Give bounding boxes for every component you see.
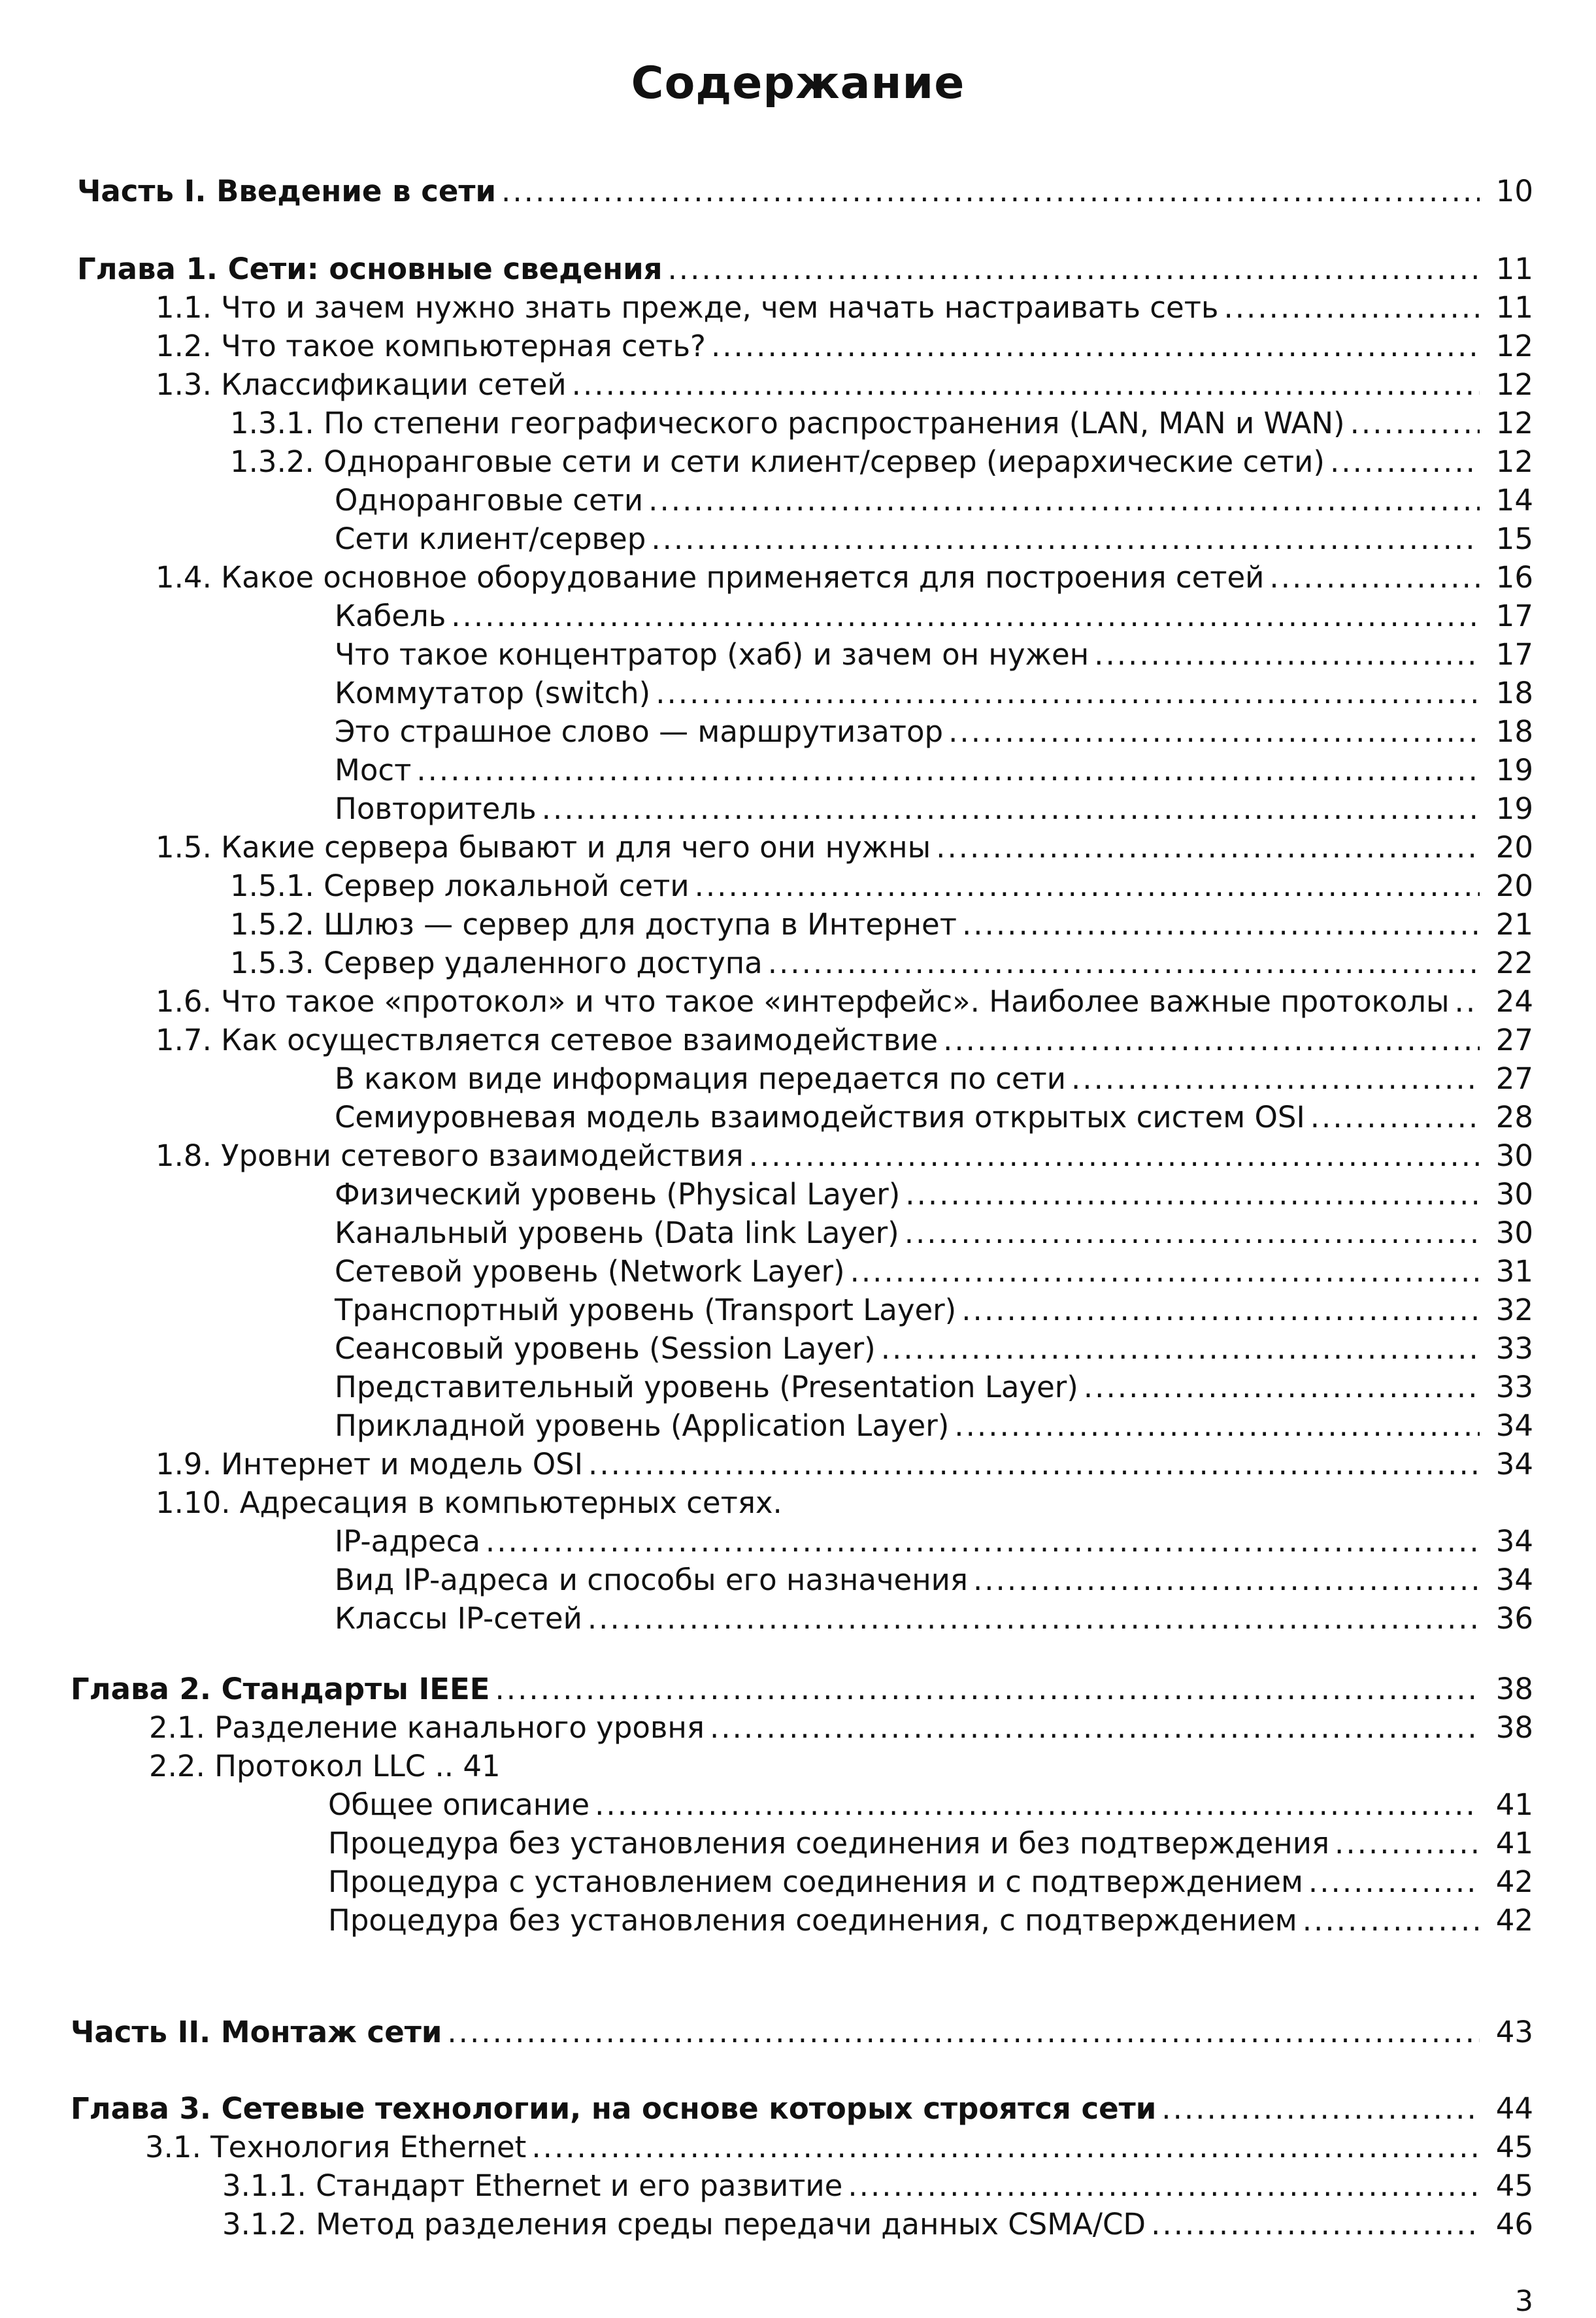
dot-leader (542, 789, 1480, 829)
dot-leader (451, 597, 1480, 636)
toc-entry-label: Вид IP-адреса и способы его назначения (335, 1563, 968, 1597)
toc-topic (335, 635, 1533, 674)
toc-entry-label: Семиуровневая модель взаимодействия открытых систем OSI (335, 1100, 1305, 1134)
toc-topic (335, 597, 1533, 636)
toc-page-number: 38 (1495, 1672, 1533, 1706)
toc-entry-label: 1.3.2. Одноранговые сети и сети клиент/сервер (иерархические сети) (230, 444, 1325, 479)
dot-leader (531, 2128, 1480, 2167)
toc-subsection (222, 2166, 1533, 2206)
toc-entry-label: Представительный уровень (Presentation Layer) (335, 1370, 1078, 1404)
toc-page-number: 31 (1495, 1254, 1533, 1289)
toc-subsection (230, 944, 1533, 983)
toc-entry-label: 1.5.1. Сервер локальной сети (230, 869, 690, 903)
dot-leader (943, 1021, 1480, 1060)
toc-topic (328, 1863, 1533, 1902)
toc-entry-label: 1.5. Какие сервера бывают и для чего они нужны (156, 830, 931, 865)
toc-entry-label: 1.5.3. Сервер удаленного доступа (230, 946, 763, 980)
toc-section (156, 1483, 1533, 1523)
toc-chapter-2 (71, 1670, 1533, 1709)
toc-entry-label: 1.2. Что такое компьютерная сеть? (156, 329, 706, 363)
toc-topic (335, 674, 1533, 713)
toc-entry-label: Это страшное слово — маршрутизатор (335, 714, 944, 749)
toc-entry-label: Повторитель (335, 791, 537, 826)
dot-leader (848, 2166, 1480, 2206)
dot-leader (962, 905, 1480, 944)
dot-leader (656, 674, 1480, 713)
toc-entry-label: Транспортный уровень (Transport Layer) (335, 1293, 957, 1327)
dot-leader (881, 1329, 1480, 1368)
toc-part-2 (71, 2013, 1533, 2052)
dot-leader (1335, 1824, 1480, 1863)
toc-section (156, 288, 1533, 327)
dot-leader (1094, 635, 1480, 674)
toc-page-number: 43 (1495, 2015, 1533, 2049)
dot-leader (595, 1785, 1480, 1825)
toc-topic (335, 1291, 1533, 1330)
dot-leader (1303, 1901, 1480, 1940)
toc-section (156, 828, 1533, 867)
dot-leader (850, 1252, 1480, 1291)
dot-leader (711, 327, 1480, 366)
toc-page-number: 17 (1495, 637, 1533, 672)
toc-entry-label: Одноранговые сети (335, 483, 644, 518)
toc-entry-label: 1.9. Интернет и модель OSI (156, 1447, 584, 1482)
toc-page-number: 17 (1495, 599, 1533, 633)
toc-page-number: 33 (1495, 1331, 1533, 1366)
toc-page-number: 33 (1495, 1370, 1533, 1404)
toc-page-number: 30 (1495, 1138, 1533, 1173)
toc-page-number: 42 (1495, 1903, 1533, 1938)
toc-section (156, 558, 1533, 597)
toc-entry-label: Часть I. Введение в сети (77, 174, 497, 208)
dot-leader (501, 172, 1480, 211)
toc-topic (328, 1901, 1533, 1940)
dot-leader (648, 481, 1480, 520)
toc-entry-label: Глава 2. Стандарты IEEE (71, 1672, 490, 1706)
toc-chapter-3 (71, 2089, 1533, 2128)
dot-leader (936, 828, 1480, 867)
toc-entry-label: 1.5.2. Шлюз — сервер для доступа в Интернет (230, 907, 957, 942)
toc-topic (335, 1329, 1533, 1368)
dot-leader (668, 250, 1480, 289)
dot-leader (1084, 1368, 1480, 1407)
toc-page-number: 27 (1495, 1061, 1533, 1096)
toc-entry-label: Глава 3. Сетевые технологии, на основе которых строятся сети (71, 2091, 1157, 2126)
dot-leader (1269, 558, 1480, 597)
toc-subsection (222, 2205, 1533, 2244)
toc-page-number: 34 (1495, 1563, 1533, 1597)
toc-entry-label: 1.4. Какое основное оборудование применяется для построения сетей (156, 560, 1265, 595)
dot-leader (749, 1136, 1480, 1176)
toc-page-number: 27 (1495, 1023, 1533, 1057)
toc-entry-label: 3.1.2. Метод разделения среды передачи данных CSMA/CD (222, 2207, 1146, 2242)
toc-subsection (230, 867, 1533, 906)
toc-topic (335, 1406, 1533, 1446)
toc-entry-label: 1.6. Что такое «протокол» и что такое «интерфейс». Наиболее важные протоколы (156, 984, 1450, 1019)
dot-leader (1223, 288, 1480, 327)
dot-leader (905, 1214, 1480, 1253)
toc-page-number: 20 (1495, 869, 1533, 903)
toc-entry-label: Кабель (335, 599, 446, 633)
toc-topic (335, 1368, 1533, 1407)
toc-page-number: 42 (1495, 1864, 1533, 1899)
dot-leader (954, 1406, 1480, 1446)
toc-entry-label: 1.3.1. По степени географического распространения (LAN, MAN и WAN) (230, 406, 1345, 440)
toc-section (149, 1747, 1533, 1786)
toc-topic (328, 1785, 1533, 1825)
dot-leader (973, 1561, 1480, 1600)
toc-topic (335, 1059, 1533, 1099)
toc-page-number: 16 (1495, 560, 1533, 595)
toc-entry-label: Часть II. Монтаж сети (71, 2015, 442, 2049)
toc-page-number: 45 (1495, 2168, 1533, 2203)
toc-page-number: 34 (1495, 1524, 1533, 1559)
toc-page-number: 38 (1495, 1710, 1533, 1745)
toc-entry-label: 1.3. Классификации сетей (156, 367, 567, 402)
dot-leader (1161, 2089, 1480, 2128)
toc-chapter-1 (77, 250, 1533, 289)
toc-page-number: 28 (1495, 1100, 1533, 1134)
toc-page-number: 22 (1495, 946, 1533, 980)
dot-leader (495, 1670, 1480, 1709)
dot-leader (710, 1708, 1480, 1747)
dot-leader (1350, 404, 1480, 443)
dot-leader (1308, 1863, 1480, 1902)
toc-entry-label: Коммутатор (switch) (335, 676, 651, 710)
toc-entry-label: В каком виде информация передается по сети (335, 1061, 1066, 1096)
toc-page-number: 11 (1495, 252, 1533, 286)
toc-topic (335, 1561, 1533, 1600)
toc-page-number: 12 (1495, 329, 1533, 363)
dot-leader (905, 1175, 1480, 1214)
toc-page-number: 10 (1495, 174, 1533, 208)
toc-entry-label: Глава 1. Сети: основные сведения (77, 252, 663, 286)
dot-leader (695, 867, 1480, 906)
dot-leader (1455, 982, 1480, 1021)
toc-section (145, 2128, 1533, 2167)
toc-topic (335, 1522, 1533, 1561)
toc-page-number: 12 (1495, 406, 1533, 440)
toc-entry-label: 1.7. Как осуществляется сетевое взаимодействие (156, 1023, 939, 1057)
toc-entry-label: Сети клиент/сервер (335, 522, 646, 556)
toc-page-number: 21 (1495, 907, 1533, 942)
toc-entry-label: 1.10. Адресация в компьютерных сетях. (156, 1485, 782, 1520)
toc-entry-label: Общее описание (328, 1787, 590, 1822)
dot-leader (416, 751, 1480, 790)
dot-leader (486, 1522, 1480, 1561)
toc-entry-label: 1.8. Уровни сетевого взаимодействия (156, 1138, 744, 1173)
toc-section (156, 1136, 1533, 1176)
toc-subsection (230, 905, 1533, 944)
toc-topic (335, 789, 1533, 829)
toc-section (149, 1708, 1533, 1747)
toc-entry-label: Процедура с установлением соединения и с подтверждением (328, 1864, 1303, 1899)
toc-page-number: 11 (1495, 290, 1533, 325)
toc-page-number: 12 (1495, 367, 1533, 402)
toc-topic (335, 520, 1533, 559)
toc-entry-label: Сеансовый уровень (Session Layer) (335, 1331, 876, 1366)
toc-page-number: 18 (1495, 714, 1533, 749)
toc-topic (335, 1098, 1533, 1137)
toc-topic (335, 1175, 1533, 1214)
dot-leader (1071, 1059, 1480, 1099)
toc-entry-label: 2.1. Разделение канального уровня (149, 1710, 705, 1745)
toc-page-number: 34 (1495, 1447, 1533, 1482)
toc-page-number: 36 (1495, 1601, 1533, 1636)
toc-section (156, 365, 1533, 405)
page-title: Содержание (631, 58, 965, 109)
toc-entry-label: Процедура без установления соединения, с подтверждением (328, 1903, 1297, 1938)
toc-section (156, 982, 1533, 1021)
toc-entry-label: 3.1.1. Стандарт Ethernet и его развитие (222, 2168, 843, 2203)
toc-entry-label: 3.1. Технология Ethernet (145, 2130, 527, 2164)
toc-page-number: 34 (1495, 1408, 1533, 1443)
toc-entry-label: 1.1. Что и зачем нужно знать прежде, чем начать настраивать сеть (156, 290, 1219, 325)
toc-topic (335, 712, 1533, 752)
toc-entry-label: Физический уровень (Physical Layer) (335, 1177, 901, 1212)
toc-page-number: 19 (1495, 753, 1533, 787)
toc-page-number: 45 (1495, 2130, 1533, 2164)
dot-leader (948, 712, 1480, 752)
toc-topic (335, 1599, 1533, 1638)
toc-entry-label: Классы IP-сетей (335, 1601, 582, 1636)
dot-leader (651, 520, 1480, 559)
toc-page-number: 41 (1495, 1787, 1533, 1822)
dot-leader (1310, 1098, 1480, 1137)
toc-entry-label: Канальный уровень (Data link Layer) (335, 1216, 899, 1250)
toc-topic (335, 751, 1533, 790)
toc-page-number: 18 (1495, 676, 1533, 710)
toc-page-number: 44 (1495, 2091, 1533, 2126)
dot-leader (768, 944, 1480, 983)
toc-page-number: 30 (1495, 1177, 1533, 1212)
dot-leader (1151, 2205, 1480, 2244)
toc-entry-label: Сетевой уровень (Network Layer) (335, 1254, 845, 1289)
dot-leader (447, 2013, 1480, 2052)
page-folio-number: 3 (1515, 2285, 1533, 2318)
toc-page-number: 24 (1495, 984, 1533, 1019)
toc-section (156, 327, 1533, 366)
toc-subsection (230, 442, 1533, 482)
toc-entry-label: 2.2. Протокол LLC .. 41 (149, 1749, 501, 1783)
toc-page-number: 20 (1495, 830, 1533, 865)
toc-entry-label: Прикладной уровень (Application Layer) (335, 1408, 950, 1443)
dot-leader (572, 365, 1480, 405)
toc-page-number: 14 (1495, 483, 1533, 518)
toc-page-number: 19 (1495, 791, 1533, 826)
toc-section (156, 1021, 1533, 1060)
dot-leader (961, 1291, 1480, 1330)
toc-page-number: 12 (1495, 444, 1533, 479)
toc-topic (335, 1214, 1533, 1253)
toc-entry-label: Что такое концентратор (хаб) и зачем он нужен (335, 637, 1089, 672)
toc-page-number: 32 (1495, 1293, 1533, 1327)
dot-leader (588, 1445, 1480, 1484)
toc-topic (335, 481, 1533, 520)
toc-topic (335, 1252, 1533, 1291)
toc-entry-label: Мост (335, 753, 412, 787)
toc-entry-label: IP-адреса (335, 1524, 480, 1559)
toc-topic (328, 1824, 1533, 1863)
toc-entry-label: Процедура без установления соединения и без подтверждения (328, 1826, 1330, 1861)
toc-subsection (230, 404, 1533, 443)
toc-page-number: 46 (1495, 2207, 1533, 2242)
dot-leader (1330, 442, 1480, 482)
dot-leader (588, 1599, 1480, 1638)
toc-page-number: 41 (1495, 1826, 1533, 1861)
toc-page-number: 30 (1495, 1216, 1533, 1250)
toc-page-number: 15 (1495, 522, 1533, 556)
toc-section (156, 1445, 1533, 1484)
toc-part-1 (77, 172, 1533, 211)
